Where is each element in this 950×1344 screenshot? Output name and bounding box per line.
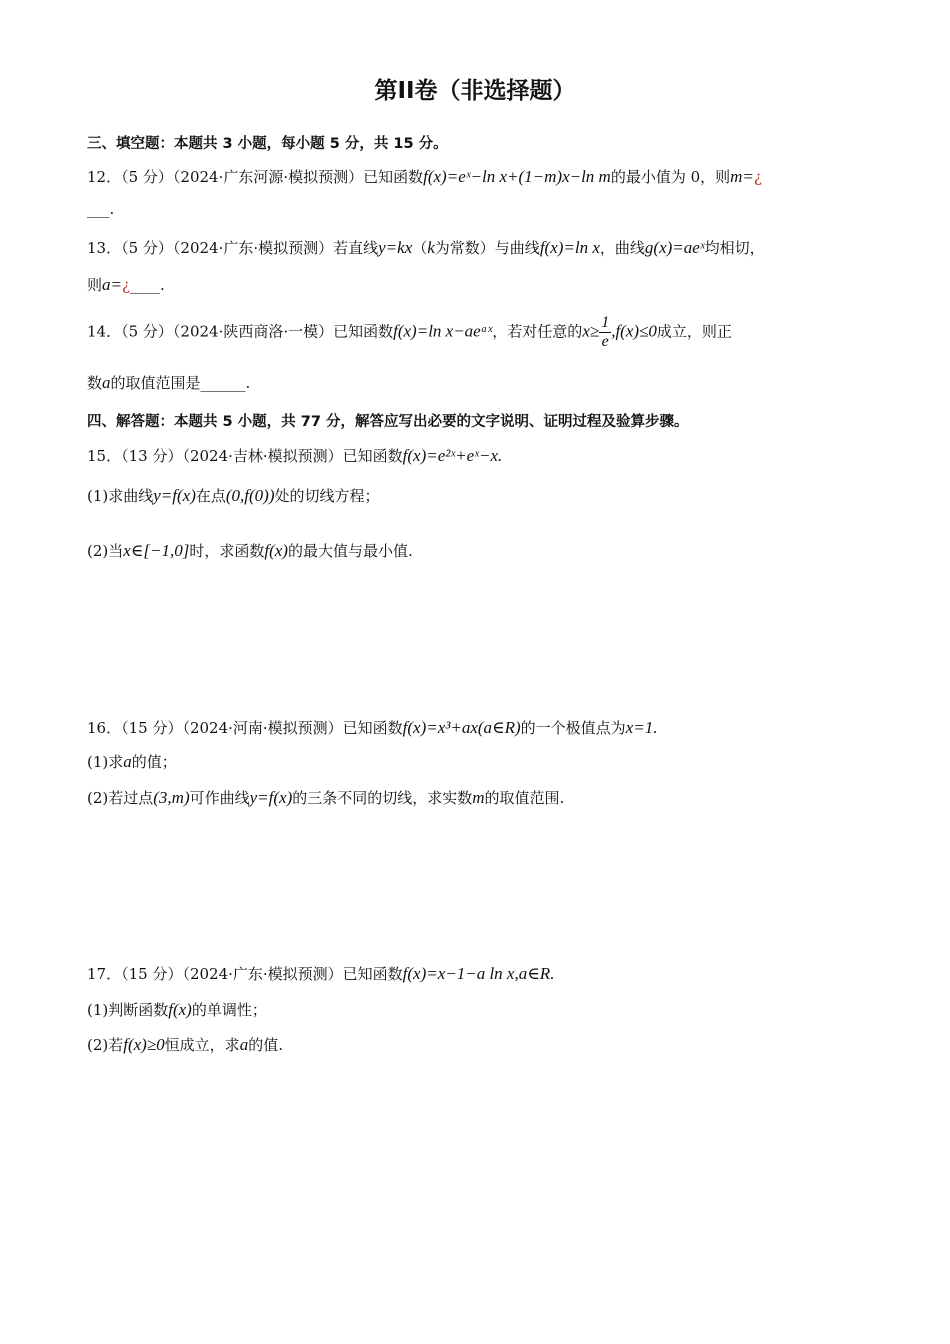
- question-13-line2: [87, 274, 165, 295]
- q15-part2: [87, 540, 413, 561]
- q13-line2-prefix: 则: [87, 276, 103, 294]
- q15-p1-mid: 在点: [195, 487, 226, 505]
- q14-prefix: 14．（5 分）（2024·陕西商洛·一模）已知函数: [87, 322, 394, 341]
- q16-p2-suffix: 的取值范围.: [484, 789, 565, 807]
- q17-p2-mid: 恒成立，求: [164, 1036, 240, 1054]
- q16-p1-suffix: 的值；: [131, 753, 177, 771]
- question-15: [87, 445, 502, 466]
- q14-mid: ，若对任意的: [492, 322, 583, 341]
- question-12: [87, 166, 762, 187]
- q14-line2-suffix: 的取值范围是______.: [110, 374, 251, 392]
- q17-p1-prefix: (1)判断函数: [87, 1001, 169, 1019]
- q12-prefix: 12．（5 分）（2024·广东河源·模拟预测）已知函数: [87, 168, 424, 186]
- q15-p1-f2: (0,f(0)): [225, 486, 275, 505]
- q16-p1-prefix: (1)求: [87, 753, 124, 771]
- q16-formula: f(x)=x³+ax(a∈R): [402, 718, 521, 737]
- q13-mid3: ，曲线: [599, 239, 645, 257]
- q13-mid2: 为常数）与曲线: [434, 239, 540, 257]
- q13-suffix: 均相切，: [704, 239, 765, 257]
- q15-p1-suffix: 处的切线方程；: [274, 487, 380, 505]
- q16-mid: 的一个极值点为: [520, 719, 626, 737]
- q12-formula: f(x)=eˣ−ln x+(1−m)x−ln m: [423, 167, 611, 186]
- q17-part1: [87, 999, 267, 1020]
- section-fill-in-heading: 三、填空题：本题共 3 小题，每小题 5 分，共 15 分。: [87, 136, 448, 152]
- q13-blank: ____.: [130, 276, 165, 294]
- q15-p2-prefix: (2)当: [87, 542, 124, 560]
- q15-part1: [87, 485, 380, 506]
- q16-p2-var: m: [472, 788, 485, 807]
- q15-p2-f1: x∈[−1,0]: [123, 541, 190, 560]
- q16-p2-prefix: (2)若过点: [87, 789, 154, 807]
- q17-p2-f: f(x)≥0: [123, 1035, 165, 1054]
- page-title: 第II卷（非选择题）: [374, 78, 576, 104]
- q14-cond2: ,f(x)≤0: [611, 321, 657, 341]
- q17-p2-suffix: 的值.: [248, 1036, 283, 1054]
- q14-var: a: [102, 373, 111, 392]
- q13-f3: g(x)=aeˣ: [644, 238, 705, 257]
- q17-part2: [87, 1034, 283, 1055]
- q13-var: a=: [102, 275, 122, 294]
- q14-line2-prefix: 数: [87, 374, 103, 392]
- q14-f1: f(x)=ln x−aeᵃˣ: [393, 321, 493, 341]
- q17-p1-suffix: 的单调性；: [191, 1001, 267, 1019]
- q13-prefix: 13．（5 分）（2024·广东·模拟预测）若直线: [87, 239, 379, 257]
- q13-mark: ¿: [122, 276, 131, 294]
- section-answer-heading: 四、解答题：本题共 5 小题，共 77 分，解答应写出必要的文字说明、证明过程及验算步骤。: [87, 414, 689, 430]
- q14-fraction: [599, 314, 611, 351]
- question-16: [87, 717, 657, 738]
- q17-p2-prefix: (2)若: [87, 1036, 124, 1054]
- q12-var: m=: [730, 167, 754, 186]
- q13-mid1: （: [412, 239, 428, 257]
- question-17: [87, 963, 554, 984]
- q16-p2-mid: 可作曲线: [189, 789, 250, 807]
- q15-p2-suffix: 的最大值与最小值.: [287, 542, 413, 560]
- q17-p1-f: f(x): [168, 1000, 192, 1019]
- q16-part2: [87, 787, 564, 808]
- q15-prefix: 15．（13 分）（2024·吉林·模拟预测）已知函数: [87, 447, 403, 465]
- q13-f2: f(x)=ln x: [539, 238, 600, 257]
- q13-f1: y=kx: [378, 238, 413, 257]
- q17-formula: f(x)=x−1−a ln x,a∈R.: [402, 964, 555, 983]
- q12-blank: ___.: [87, 200, 115, 218]
- question-13: [87, 237, 765, 258]
- q14-cond-var: x≥: [582, 321, 600, 341]
- q15-p2-mid: 时，求函数: [189, 542, 265, 560]
- q13-k: k: [427, 238, 435, 257]
- q12-mark: ¿: [753, 168, 762, 186]
- question-14-line2: [87, 372, 250, 393]
- q16-p2-mid2: 的三条不同的切线，求实数: [292, 789, 473, 807]
- q16-prefix: 16．（15 分）（2024·河南·模拟预测）已知函数: [87, 719, 403, 737]
- q16-p2-f2: y=f(x): [249, 788, 293, 807]
- q14-frac-den: e: [601, 333, 609, 350]
- q14-suffix: 成立，则正: [656, 322, 732, 341]
- q16-p1-var: a: [123, 752, 132, 771]
- q15-formula: f(x)=e²ˣ+eˣ−x.: [402, 446, 503, 465]
- question-14: [87, 314, 732, 351]
- q15-p1-f1: y=f(x): [153, 486, 196, 505]
- q14-frac-num: 1: [601, 314, 610, 331]
- q15-p1-prefix: (1)求曲线: [87, 487, 154, 505]
- q12-mid: 的最小值为 0，则: [610, 168, 731, 186]
- q16-f2: x=1.: [625, 718, 658, 737]
- q17-p2-var: a: [239, 1035, 249, 1054]
- q17-prefix: 17．（15 分）（2024·广东·模拟预测）已知函数: [87, 965, 403, 983]
- q16-part1: [87, 751, 177, 772]
- q16-p2-f1: (3,m): [153, 788, 190, 807]
- q15-p2-f2: f(x): [264, 541, 288, 560]
